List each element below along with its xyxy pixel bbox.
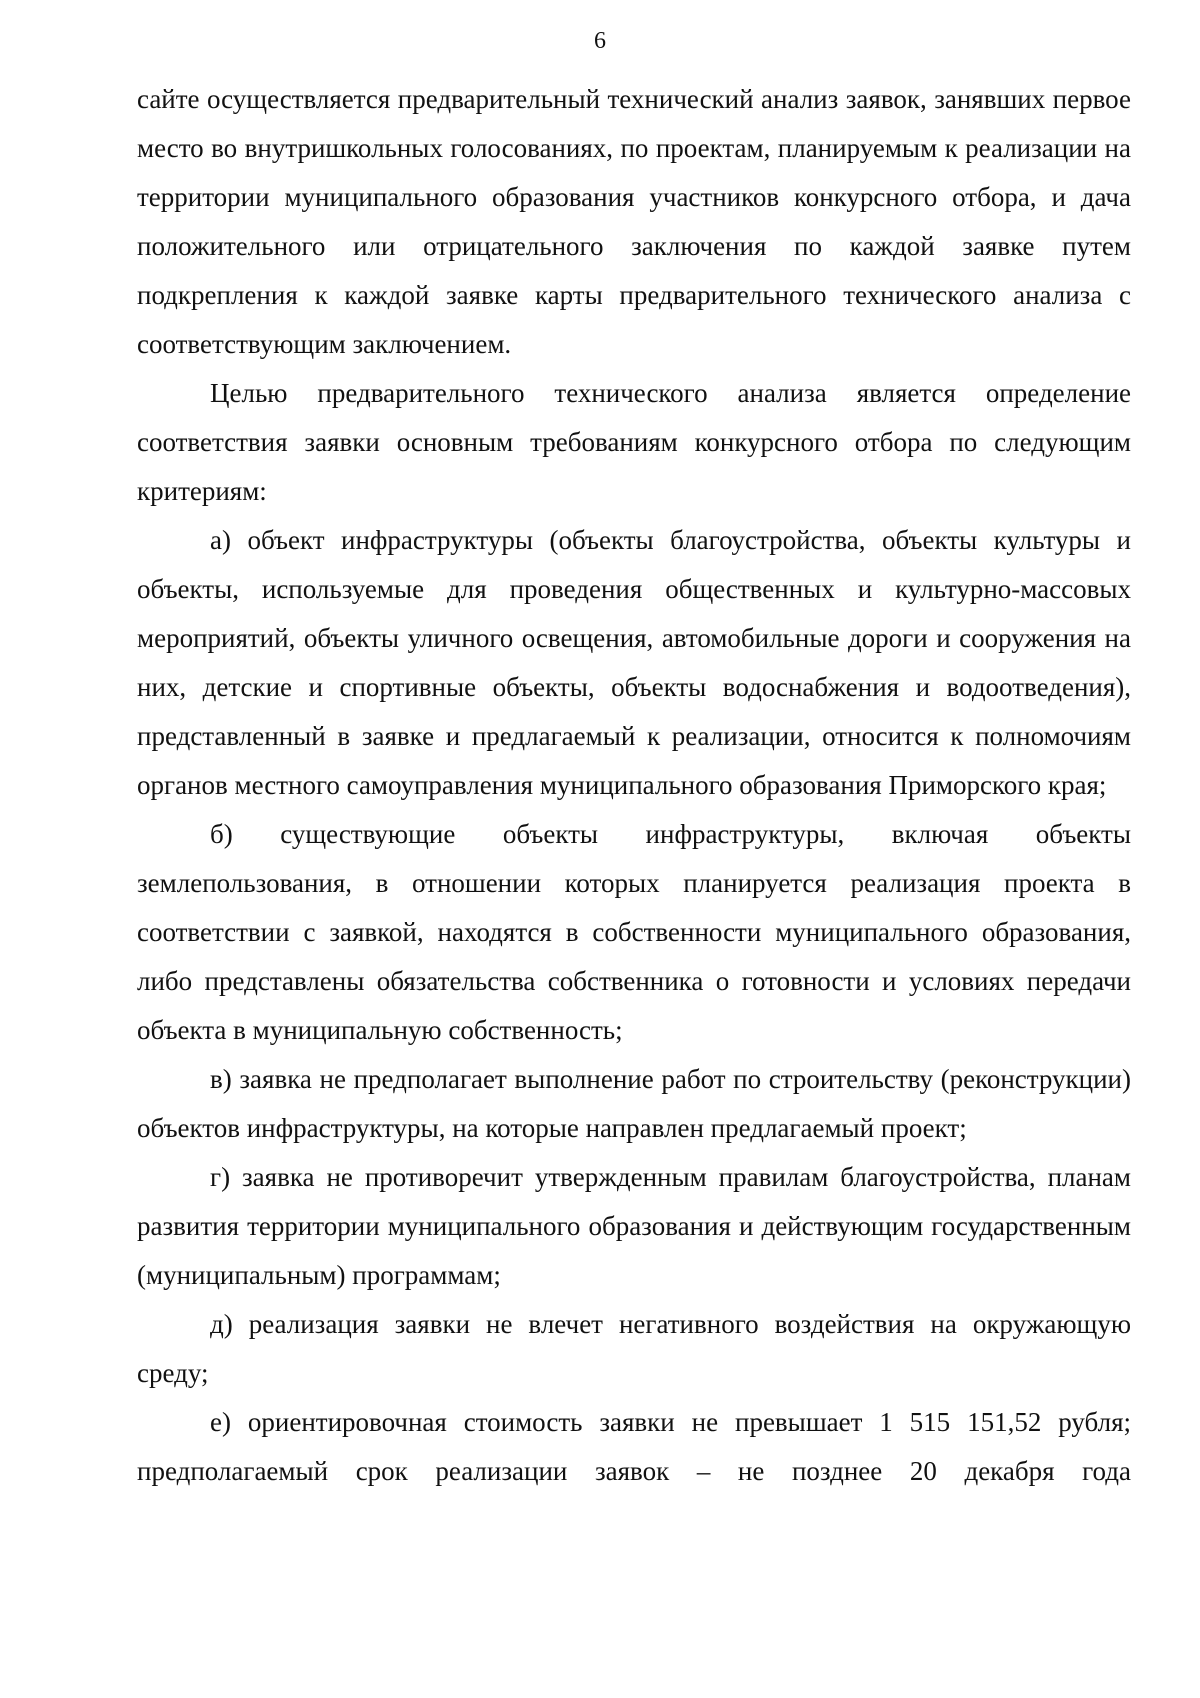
criterion-v: в) заявка не предполагает выполнение работ по строительству (реконструкции) объектов инфраструктуры, на которые направлен предлагаемый проект; [137,1064,1131,1143]
criterion-g: г) заявка не противоречит утвержденным правилам благоустройства, планам развития территории муниципального образования и действующим государственным (муниципальным) программам; [137,1162,1131,1290]
criterion-e: е) ориентировочная стоимость заявки не превышает 1 515 151,52 рубля; предполагаемый срок реализации заявок – не позднее 20 декабря года [137,1407,1131,1486]
paragraph-intro-continuation: сайте осуществляется предварительный технический анализ заявок, занявших первое место во внутришкольных голосованиях, по проектам, планируемым к реализации на территории муниципального образования участников конкурсного отбора, и дача положительного или отрицательного заключения по каждой заявке путем подкрепления к каждой заявке карты предварительного технического анализа с соответствующим заключением. [137,84,1131,359]
document-body [137,75,1131,1496]
page-number: 6 [594,28,606,54]
criterion-b: б) существующие объекты инфраструктуры, включая объекты землепользования, в отношении которых планируется реализация проекта в соответствии с заявкой, находятся в собственности муниципального образования, либо представлены обязательства собственника о готовности и условиях передачи объекта в муниципальную собственность; [137,819,1131,1045]
criterion-d: д) реализация заявки не влечет негативного воздействия на окружающую среду; [137,1309,1131,1388]
paragraph-analysis-purpose: Целью предварительного технического анализа является определение соответствия заявки основным требованиям конкурсного отбора по следующим критериям: [137,378,1131,506]
criterion-a: а) объект инфраструктуры (объекты благоустройства, объекты культуры и объекты, используемые для проведения общественных и культурно-массовых мероприятий, объекты уличного освещения, автомобильные дороги и сооружения на них, детские и спортивные объекты, объекты водоснабжения и водоотведения), представленный в заявке и предлагаемый к реализации, относится к полномочиям органов местного самоуправления муниципального образования Приморского края; [137,525,1131,800]
